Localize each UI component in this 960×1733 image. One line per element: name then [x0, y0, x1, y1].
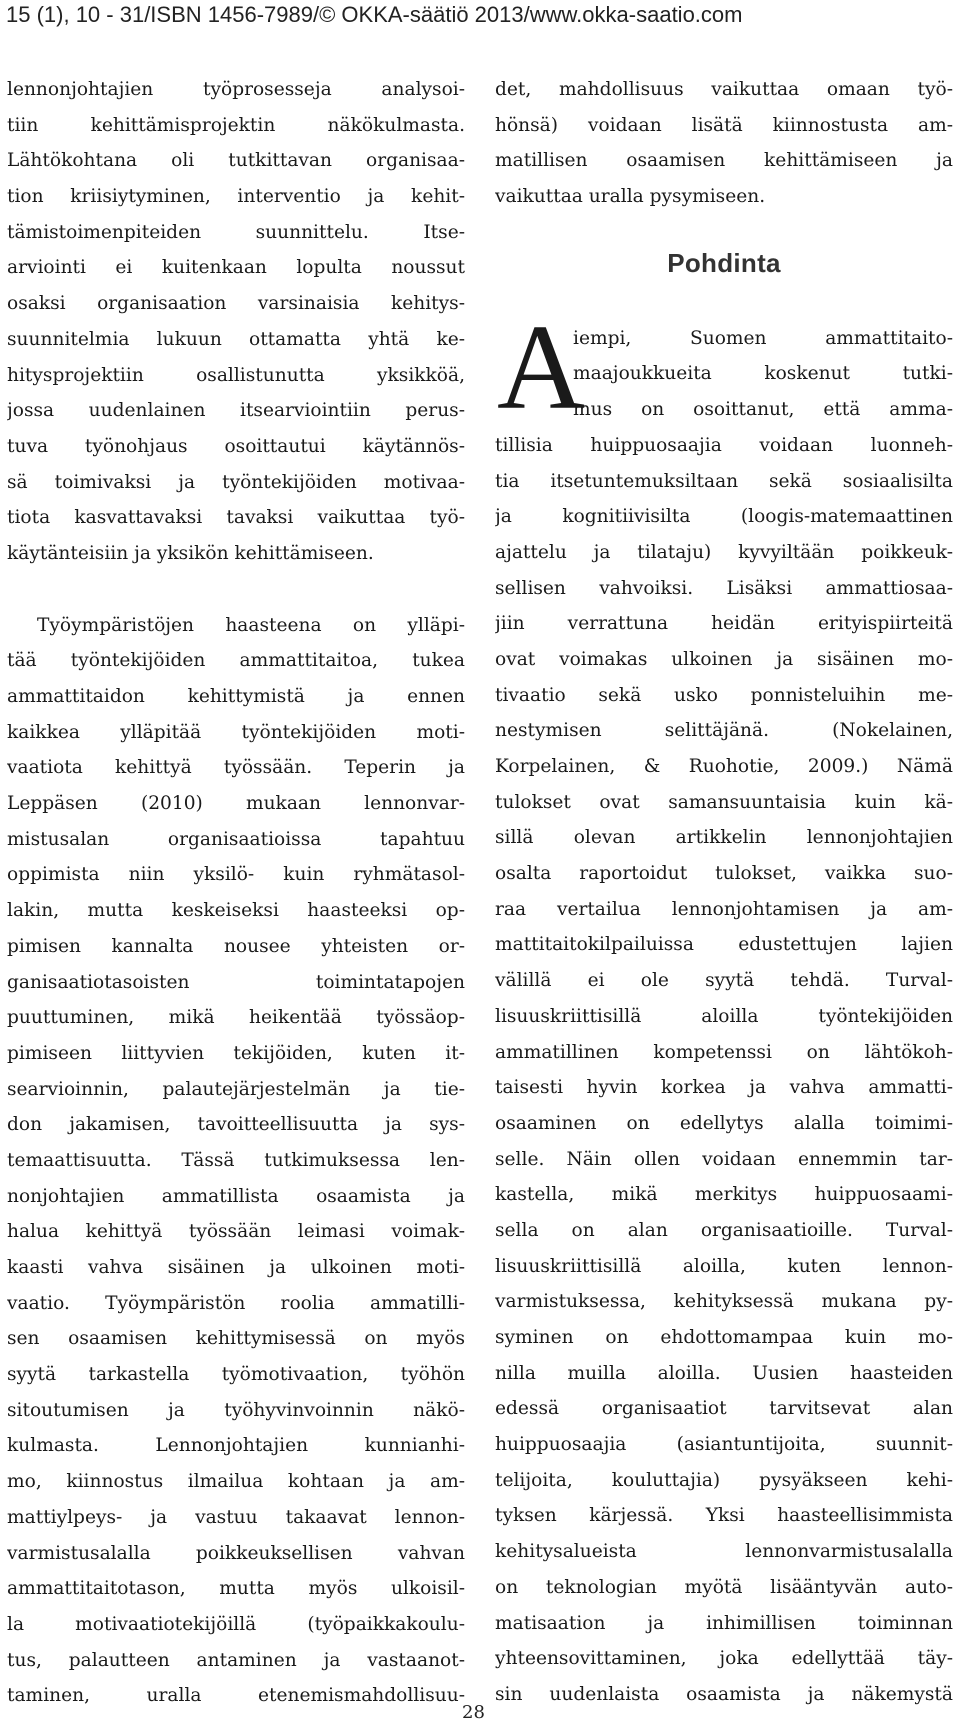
text-line: nestymisen selittäjänä. (Nokelainen,: [495, 720, 953, 742]
text-line: suunnitelmia lukuun ottamatta yhtä ke-: [7, 328, 465, 350]
text-line: Leppäsen (2010) mukaan lennonvar-: [7, 793, 465, 815]
text-line: kaasti vahva sisäinen ja ulkoinen moti-: [7, 1257, 465, 1278]
text-line: mistusalan organisaatioissa tapahtuu: [7, 828, 465, 850]
text-line: varmistusalalla poikkeuksellisen vahvan: [7, 1542, 465, 1564]
text-line: ovat voimakas ulkoinen ja sisäinen mo-: [495, 648, 953, 670]
text-line: pimisen kannalta nousee yhteisten or-: [7, 935, 465, 957]
text-line: osaksi organisaation varsinaisia kehitys-: [7, 293, 465, 315]
left-column: [7, 72, 465, 1714]
text-line: Korpelainen, & Ruohotie, 2009.) Nämä: [495, 756, 953, 777]
text-line: tiota kasvattavaksi tavaksi vaikuttaa työ-: [7, 507, 465, 529]
text-line: tulokset ovat samansuuntaisia kuin kä-: [495, 791, 953, 813]
text-line: vaatio. Työympäristön roolia ammatilli-: [7, 1292, 465, 1314]
text-line: sä toimivaksi ja työntekijöiden motivaa-: [7, 471, 465, 493]
text-line: vaikuttaa uralla pysymiseen.: [495, 186, 766, 208]
text-line: det, mahdollisuus vaikuttaa omaan työ-: [495, 79, 953, 100]
text-line: halua kehittyä työssään leimasi voimak-: [7, 1221, 465, 1243]
text-line: jossa uudenlainen itsearviointiin perus-: [7, 400, 465, 422]
drop-cap-letter: A: [497, 299, 586, 435]
text-line: oppimista niin yksilö- kuin ryhmätasol-: [7, 864, 465, 886]
text-line: taminen, uralla etenemismahdollisuu-: [7, 1685, 465, 1707]
text-line: edessä organisaatiot tarvitsevat alan: [495, 1398, 953, 1420]
text-line: matillisen osaamisen kehittämiseen ja: [495, 150, 953, 172]
text-line: sellisen vahvoiksi. Lisäksi ammattiosaa-: [495, 577, 953, 599]
text-line: yhteensovittaminen, joka edellyttää täy-: [495, 1648, 953, 1670]
text-line: temaattisuutta. Tässä tutkimuksessa len-: [7, 1149, 465, 1171]
paragraph: [7, 608, 465, 1714]
section-heading: Pohdinta: [667, 247, 781, 278]
text-line: searvioinnin, palautejärjestelmän ja tie-: [7, 1078, 465, 1100]
text-line: mattiylpeys- ja vastuu takaavat lennon-: [7, 1506, 465, 1528]
text-line: tia itsetuntemuksiltaan sekä sosiaalisilta: [495, 470, 953, 492]
text-line: iempi, Suomen ammattitaito-: [573, 327, 953, 349]
text-line: matisaation ja inhimillisen toiminnan: [495, 1612, 953, 1634]
text-line: lisuuskriittisillä aloilla, kuten lennon-: [495, 1255, 953, 1277]
text-line: osaaminen on edellytys alalla toimimi-: [495, 1112, 953, 1134]
text-line: jiin verrattuna heidän erityispiirteitä: [495, 613, 953, 635]
text-line: ajattelu ja tilataju) kyvyiltään poikkeuk-: [495, 541, 953, 563]
text-line: hönsä) voidaan lisätä kiinnostusta am-: [495, 114, 953, 136]
paragraph: [495, 428, 953, 1713]
text-line: ammattitaidon kehittymistä ja ennen: [7, 686, 465, 707]
text-line: kaikkea ylläpitää työntekijöiden moti-: [7, 721, 465, 743]
text-line: raa vertailua lennonjohtamisen ja am-: [495, 898, 953, 920]
page-number: 28: [462, 1702, 485, 1723]
text-line: Lähtökohtana oli tutkittavan organisaa-: [7, 150, 465, 172]
text-line: tyksen kärjessä. Yksi haasteellisimmista: [495, 1505, 953, 1527]
text-line: hitysprojektiin osallistunutta yksikköä,: [7, 364, 465, 386]
text-line: sillä olevan artikkelin lennonjohtajien: [495, 827, 953, 849]
text-line: sella on alan organisaatioille. Turval-: [495, 1219, 953, 1241]
text-line: lakin, mutta keskeiseksi haasteeksi op-: [7, 900, 465, 922]
text-line: arviointi ei kuitenkaan lopulta noussut: [7, 257, 465, 279]
text-line: käytänteisiin ja yksikön kehittämiseen.: [7, 542, 374, 564]
text-line: pimiseen liittyvien tekijöiden, kuten it-: [7, 1042, 465, 1064]
text-line: puuttuminen, mikä heikentää työssäop-: [7, 1007, 465, 1029]
paragraph: [7, 72, 465, 572]
text-line: kastella, mikä merkitys huippuosaami-: [495, 1184, 953, 1206]
text-line: maajoukkueita koskenut tutki-: [573, 363, 953, 385]
text-line: kulmasta. Lennonjohtajien kunnianhi-: [7, 1435, 465, 1457]
text-line: vaatiota kehittyä työssään. Teperin ja: [7, 757, 465, 779]
right-column: [495, 72, 953, 1713]
text-line: nonjohtajien ammatillista osaamista ja: [7, 1185, 465, 1207]
text-line: tus, palautteen antaminen ja vastaanot-: [7, 1649, 465, 1671]
text-line: kehitysalueista lennonvarmistusalalla: [495, 1541, 953, 1563]
text-line: tillisia huippuosaajia voidaan luonneh-: [495, 434, 953, 456]
text-line: tuva työnohjaus osoittautui käytännös-: [7, 435, 465, 457]
text-line: taisesti hyvin korkea ja vahva ammatti-: [495, 1077, 953, 1099]
paragraph: [495, 72, 953, 215]
text-line: mus on osoittanut, että amma-: [573, 399, 953, 421]
text-line: ganisaatiotasoisten toimintatapojen: [7, 971, 465, 993]
text-line: tämistoimenpiteiden suunnittelu. Itse-: [7, 221, 465, 243]
text-line: ja kognitiivisilta (loogis-matemaattinen: [495, 506, 953, 528]
text-line: Työympäristöjen haasteena on ylläpi-: [37, 614, 465, 636]
text-line: varmistuksessa, kehityksessä mukana py-: [495, 1291, 953, 1313]
text-line: lennonjohtajien työprosesseja analysoi-: [7, 79, 465, 100]
paragraph-gap: [7, 572, 465, 608]
text-line: huippuosaajia (asiantuntijoita, suunnit-: [495, 1434, 953, 1456]
text-line: sitoutumisen ja työhyvinvoinnin näkö-: [7, 1399, 465, 1421]
journal-header: 15 (1), 10 - 31/ISBN 1456-7989/© OKKA-säätiö 2013/www.okka-saatio.com: [6, 2, 743, 27]
text-line: tiin kehittämisprojektin näkökulmasta.: [7, 114, 465, 136]
text-line: tion kriisiytyminen, interventio ja kehit-: [7, 186, 465, 208]
text-line: osalta raportoidut tulokset, vaikka suo-: [495, 863, 953, 885]
text-line: la motivaatiotekijöillä (työpaikkakoulu-: [7, 1613, 465, 1635]
text-line: syytä tarkastella työmotivaation, työhön: [7, 1364, 465, 1386]
drop-cap-paragraph: [495, 299, 953, 1713]
text-line: ammattitaitotason, mutta myös ulkoisil-: [7, 1578, 465, 1600]
text-line: telijoita, kouluttajia) pysyäkseen kehi-: [495, 1469, 953, 1491]
text-line: lisuuskriittisillä aloilla työntekijöiden: [495, 1005, 953, 1027]
text-line: tivaatio sekä usko ponnisteluihin me-: [495, 684, 953, 706]
text-line: tää työntekijöiden ammattitaitoa, tukea: [7, 650, 465, 672]
text-line: nilla muilla aloilla. Uusien haasteiden: [495, 1362, 953, 1384]
text-line: sen osaamisen kehittymisessä on myös: [7, 1328, 465, 1350]
text-line: ammatillinen kompetenssi on lähtökoh-: [495, 1041, 953, 1063]
text-line: välillä ei ole syytä tehdä. Turval-: [495, 970, 953, 992]
text-line: selle. Näin ollen voidaan ennemmin tar-: [495, 1148, 953, 1170]
text-line: syminen on ehdottomampaa kuin mo-: [495, 1327, 953, 1348]
text-line: mattitaitokilpailuissa edustettujen lajien: [495, 934, 953, 956]
text-line: mo, kiinnostus ilmailua kohtaan ja am-: [7, 1471, 465, 1493]
text-line: sin uudenlaista osaamista ja näkemystä: [495, 1683, 953, 1705]
text-line: on teknologian myötä lisääntyvän auto-: [495, 1576, 953, 1598]
text-line: don jakamisen, tavoitteellisuutta ja sys-: [7, 1114, 465, 1136]
